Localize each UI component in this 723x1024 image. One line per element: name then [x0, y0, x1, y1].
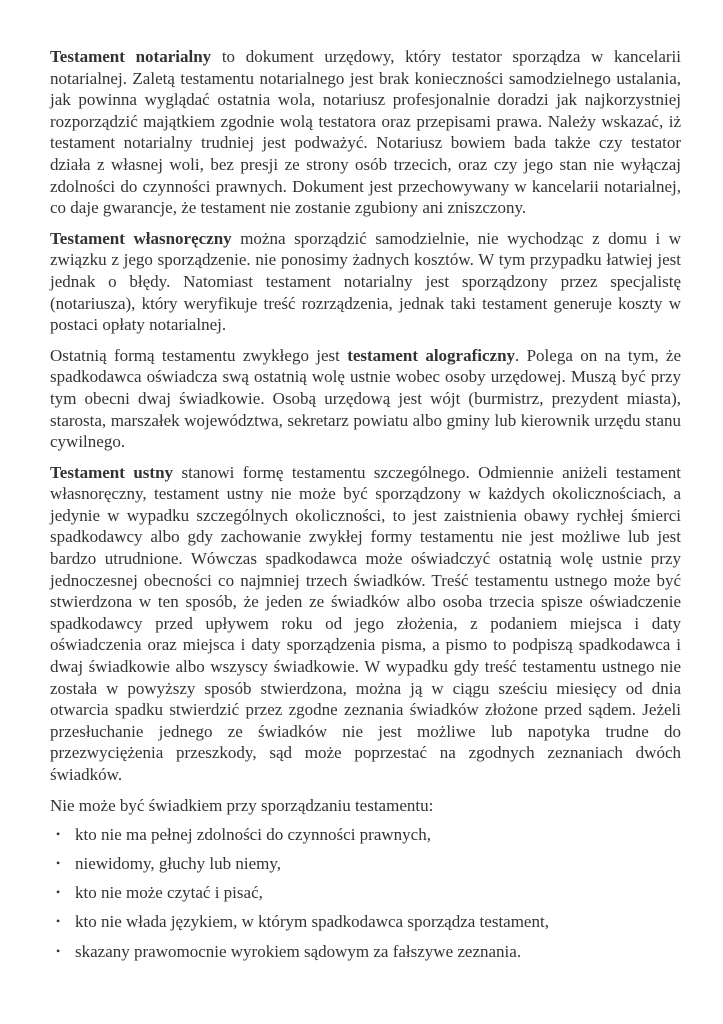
bullet-icon: • [56, 885, 61, 900]
list-item-text: kto nie może czytać i pisać, [75, 883, 263, 903]
paragraph-pre-text: Ostatnią formą testamentu zwykłego jest [50, 345, 348, 365]
paragraph-testament-wlasnoreczny [50, 228, 681, 336]
paragraph-body-text: można sporządzić samodzielnie, nie wychodząc z domu i w związku z jego sporządzenie. nie ponosimy żadnych kosztów. W tym przypadku łatwiej jest jednak o błędy. Natomiast testament notarialny jest sporządzony przez specjalistę (notariusza), który weryfikuje treść rozrządzenia, jednak taki testament generuje koszty w postaci opłaty notarialnej. [50, 228, 681, 335]
list-item-text: niewidomy, głuchy lub niemy, [75, 854, 282, 874]
paragraph-bold-term: testament alograficzny [347, 345, 516, 365]
list-item [50, 941, 681, 963]
list-item [50, 824, 681, 846]
paragraph-bold-term: Testament własnoręczny [50, 228, 232, 248]
paragraph-testament-ustny [50, 462, 681, 786]
paragraph-bold-term: Testament notarialny [50, 47, 212, 66]
list-item [50, 882, 681, 904]
witness-exclusions-list [50, 824, 681, 962]
paragraph-testament-notarialny [50, 46, 681, 219]
list-item-text: kto nie ma pełnej zdolności do czynności prawnych, [75, 825, 431, 845]
bullet-icon: • [56, 827, 61, 842]
list-item [50, 853, 681, 875]
paragraph-body-text: stanowi formę testamentu szczególnego. Odmiennie aniżeli testament własnoręczny, testament ustny nie może być sporządzony w każdych okolicznościach, a jedynie w wypadku szczególnych okoliczności, to jest zaistnienia obawy rychłej śmierci spadkodawcy albo gdy zachowanie zwykłej formy testamentu nie jest możliwe lub jest bardzo utrudnione. Wówczas spadkodawca może oświadczyć ostatnią wolę ustnie przy jednoczesnej obecności co najmniej trzech świadków. Treść testamentu ustnego może być stwierdzona w ten sposób, że jeden ze świadków albo osoba trzecia spisze oświadczenie spadkodawcy przed upływem roku od jego złożenia, z podaniem miejsca i daty oświadczenia oraz miejsca i daty sporządzenia pisma, a pismo to podpiszą spadkodawca i dwaj świadkowie albo wszyscy świadkowie. W wypadku gdy treść testamentu ustnego nie została w powyższy sposób stwierdzona, można ją w ciągu sześciu miesięcy od dnia otwarcia spadku stwierdzić przez zgodne zeznania świadków złożone przed sądem. Jeżeli przesłuchanie jednego ze świadków nie jest możliwe lub napotyka trudne do przezwyciężenia przeszkody, sąd może poprzestać na zgodnych zeznaniach dwóch świadków. [50, 462, 681, 784]
list-item [50, 911, 681, 933]
bullet-icon: • [56, 943, 61, 958]
bullet-icon: • [56, 914, 61, 929]
list-intro: Nie może być świadkiem przy sporządzaniu testamentu: [50, 795, 434, 815]
paragraph-testament-alograficzny [50, 345, 681, 453]
paragraph-bold-term: Testament ustny [50, 462, 174, 482]
list-item-text: kto nie włada językiem, w którym spadkodawca sporządza testament, [75, 912, 549, 932]
paragraph-body-text: . Polega on na tym, że spadkodawca oświadcza swą ostatnią wolę ustnie wobec osoby urzędowej. Muszą być przy tym obecni dwaj świadkowie. Osobą urzędową jest wójt (burmistrz, prezydent miasta), starosta, marszałek województwa, sekretarz powiatu albo gminy lub kierownik urzędu stanu cywilnego. [50, 345, 681, 452]
list-item-text: skazany prawomocnie wyrokiem sądowym za fałszywe zeznania. [75, 941, 522, 961]
bullet-icon: • [56, 856, 61, 871]
paragraph-body-text: to dokument urzędowy, który testator sporządza w kancelarii notarialnej. Zaletą testamentu notarialnego jest brak konieczności samodzielnego ustalania, jak powinna wyglądać ostatnia wola, notariusz profesjonalnie doradzi jak najkorzystniej rozporządzić majątkiem zgodnie wolą testatora oraz przepisami prawa. Należy wskazać, iż testament notarialny trudniej jest podważyć. Notariusz bowiem bada także czy testator działa z własnej woli, bez presji ze strony osób trzecich, oraz czy jego stan nie wyłączaj zdolności do czynności prawnych. Dokument jest przechowywany w kancelarii notarialnej, co daje gwarancje, że testament nie zostanie zgubiony ani zniszczony. [50, 47, 681, 218]
